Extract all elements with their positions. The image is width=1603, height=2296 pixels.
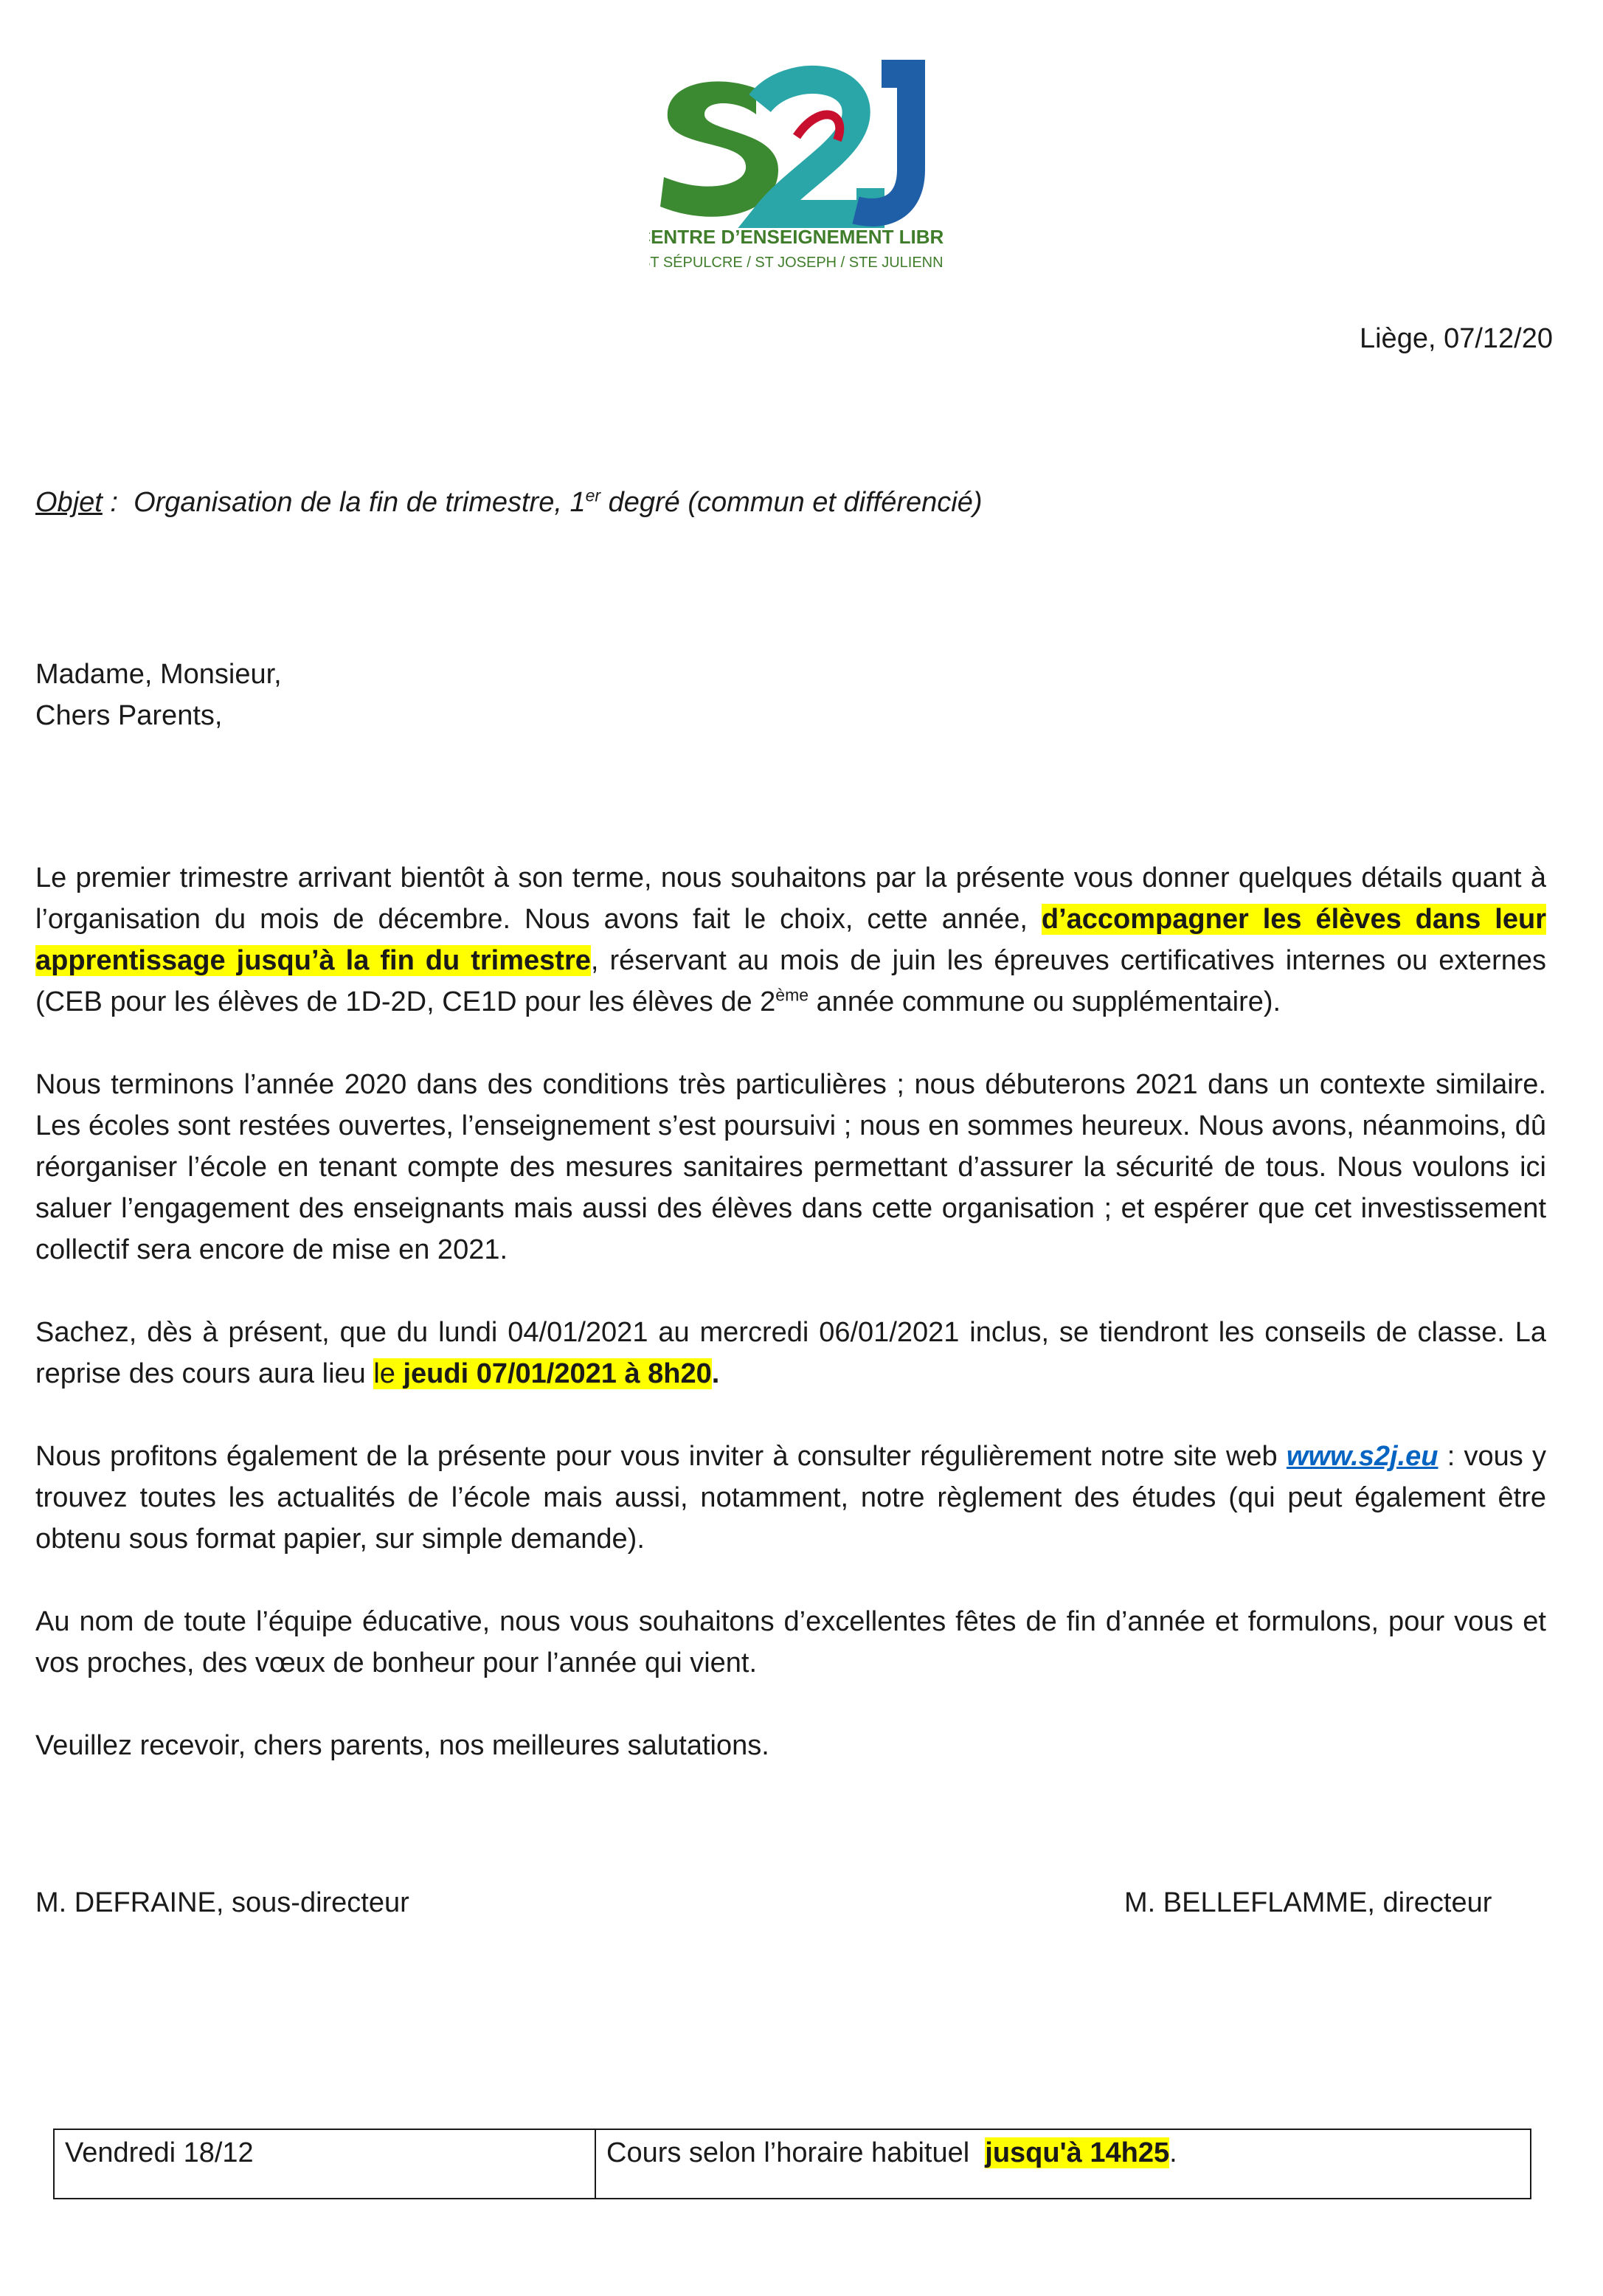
svg-text:ST SÉPULCRE / ST JOSEPH / STE: ST SÉPULCRE / ST JOSEPH / STE JULIENNE: [649, 255, 944, 271]
schedule-table: [53, 2129, 1531, 2199]
schedule-info: [595, 2129, 1531, 2199]
schedule-text: Cours selon l’horaire habituel: [606, 2137, 986, 2168]
paragraph-4: [35, 1436, 1546, 1560]
school-logo: [649, 59, 944, 280]
p1-text-b: , réservant au mois de juin les épreuves certificatives internes ou externes (CEB pour les élèves de 1D-2D, CE1D pour les élèves de 2: [35, 945, 1546, 1017]
p4-text-b: : vous y trouvez toutes les actualités de l’école mais aussi, notamment, notre règlement des études (qui peut également être obtenu sous format papier, sur simple demande).: [35, 1441, 1547, 1555]
subject-label: Objet: [35, 487, 103, 518]
greeting: [35, 654, 282, 736]
signature-subdirector: M. DEFRAINE, sous-directeur: [35, 1887, 409, 1918]
p1-highlight: d’accompagner les élèves dans leur apprentissage jusqu’à la fin du trimestre: [35, 904, 1546, 976]
subject-superscript: er: [585, 485, 601, 505]
greeting-line-1: Madame, Monsieur,: [35, 659, 282, 690]
p4-text-a: Nous profitons également de la présente pour vous inviter à consulter régulièrement notre site web: [35, 1441, 1287, 1472]
signature-director: M. BELLEFLAMME, directeur: [1124, 1887, 1492, 1918]
paragraph-5: Au nom de toute l’équipe éducative, nous vous souhaitons d’excellentes fêtes de fin d’année et formulons, pour vous et vos proches, des vœux de bonheur pour l’année qui vient.: [35, 1606, 1546, 1678]
table-row: [54, 2129, 1531, 2199]
p1-text-a: Le premier trimestre arrivant bientôt à son terme, nous souhaitons par la présente vous donner quelques détails quant à l’organisation du mois de décembre. Nous avons fait le choix, cette année,: [35, 862, 1546, 935]
letter-date: Liège, 07/12/20: [1359, 323, 1553, 354]
subject-text-end: degré (commun et différencié): [600, 487, 983, 518]
subject-text: Organisation de la fin de trimestre, 1: [134, 487, 586, 518]
p3-highlight: [373, 1358, 711, 1389]
website-link[interactable]: www.s2j.eu: [1286, 1441, 1438, 1472]
schedule-end: .: [1169, 2137, 1177, 2168]
schedule-day: Vendredi 18/12: [54, 2129, 595, 2199]
p3-text: Sachez, dès à présent, que du lundi 04/01/2021 au mercredi 06/01/2021 inclus, se tiendront les conseils de classe. La reprise des cours aura lieu: [35, 1317, 1546, 1389]
s2j-logo-icon: [649, 59, 944, 280]
p1-text-c: année commune ou supplémentaire).: [809, 986, 1281, 1017]
schedule-highlight: jusqu'à 14h25: [985, 2137, 1170, 2168]
p3-highlight-plain: le: [373, 1358, 404, 1389]
letter-body: [35, 857, 1546, 1808]
subject-colon: :: [102, 487, 134, 518]
paragraph-3: [35, 1312, 1546, 1394]
p1-superscript: ème: [775, 985, 809, 1005]
greeting-line-2: Chers Parents,: [35, 700, 223, 731]
paragraph-1: [35, 857, 1546, 1023]
svg-text:CENTRE D’ENSEIGNEMENT LIBRE: CENTRE D’ENSEIGNEMENT LIBRE: [649, 226, 944, 248]
letter-subject: [35, 487, 983, 519]
p3-highlight-bold: jeudi 07/01/2021 à 8h20: [403, 1358, 712, 1389]
paragraph-2: Nous terminons l’année 2020 dans des conditions très particulières ; nous débuterons 2021 dans un contexte similaire. Les écoles sont restées ouvertes, l’enseignement s’est poursuivi ; nous en sommes heureux. Nous avons, néanmoins, dû réorganiser l’école en tenant compte des mesures sanitaires permettant d’assurer la sécurité de tous. Nous voulons ici saluer l’engagement des enseignants mais aussi des élèves dans cette organisation ; et espérer que cet investissement collectif sera encore de mise en 2021.: [35, 1069, 1546, 1265]
paragraph-6: Veuillez recevoir, chers parents, nos meilleures salutations.: [35, 1730, 769, 1761]
p3-end: .: [711, 1358, 720, 1389]
